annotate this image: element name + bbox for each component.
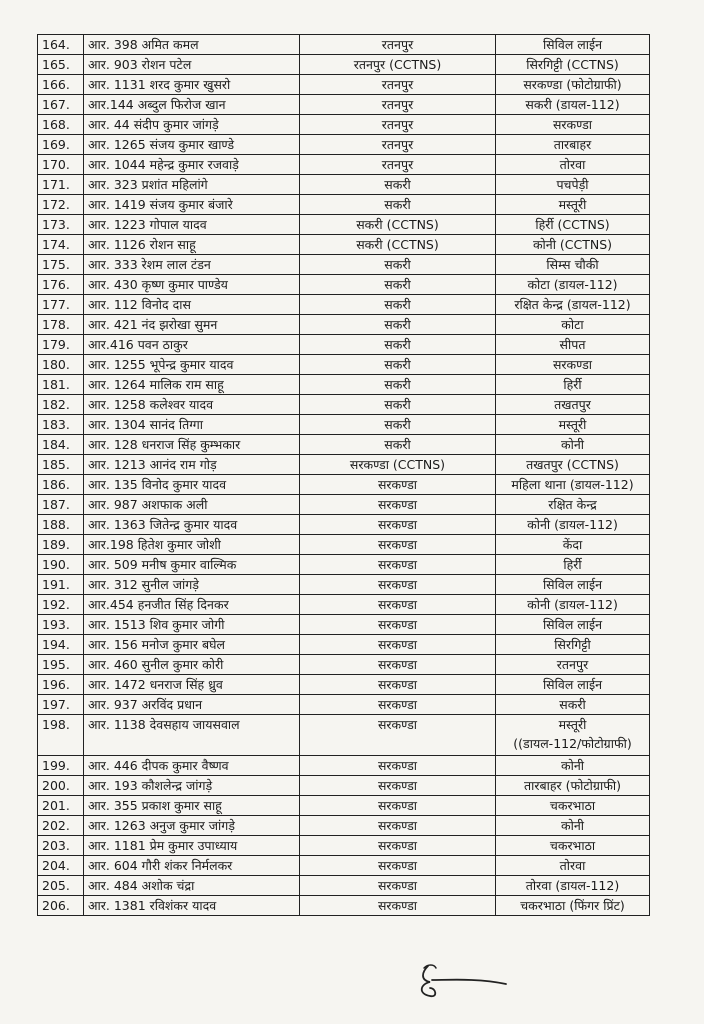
table-row bbox=[38, 155, 650, 175]
serial-number-cell: 202. bbox=[38, 816, 84, 836]
current-posting-cell: सरकण्डा bbox=[300, 836, 496, 856]
serial-number-cell: 186. bbox=[38, 475, 84, 495]
employee-name-cell: आर. 398 अमित कमल bbox=[84, 35, 300, 55]
table-row bbox=[38, 816, 650, 836]
table-row bbox=[38, 355, 650, 375]
table-row bbox=[38, 575, 650, 595]
serial-number-cell: 182. bbox=[38, 395, 84, 415]
new-posting-cell: सिरगिट्टी bbox=[496, 635, 650, 655]
new-posting-cell: तारबाहर (फोटोग्राफी) bbox=[496, 776, 650, 796]
serial-number-cell: 203. bbox=[38, 836, 84, 856]
table-row bbox=[38, 135, 650, 155]
table-row bbox=[38, 495, 650, 515]
current-posting-cell: सरकण्डा bbox=[300, 655, 496, 675]
new-posting-cell: रतनपुर bbox=[496, 655, 650, 675]
current-posting-cell: सरकण्डा bbox=[300, 695, 496, 715]
new-posting-cell: तखतपुर (CCTNS) bbox=[496, 455, 650, 475]
table-row bbox=[38, 715, 650, 756]
current-posting-cell: सरकण्डा bbox=[300, 515, 496, 535]
employee-name-cell: आर. 1213 आनंद राम गोड़ bbox=[84, 455, 300, 475]
current-posting-cell: रतनपुर bbox=[300, 75, 496, 95]
serial-number-cell: 179. bbox=[38, 335, 84, 355]
new-posting-cell: सिविल लाईन bbox=[496, 675, 650, 695]
table-row bbox=[38, 595, 650, 615]
table-row bbox=[38, 796, 650, 816]
employee-name-cell: आर. 323 प्रशांत महिलांगे bbox=[84, 175, 300, 195]
current-posting-cell: सकरी bbox=[300, 195, 496, 215]
employee-name-cell: आर. 1264 मालिक राम साहू bbox=[84, 375, 300, 395]
employee-name-cell: आर. 430 कृष्ण कुमार पाण्डेय bbox=[84, 275, 300, 295]
current-posting-cell: सरकण्डा bbox=[300, 796, 496, 816]
table-row bbox=[38, 675, 650, 695]
current-posting-cell: सकरी (CCTNS) bbox=[300, 235, 496, 255]
table-row bbox=[38, 215, 650, 235]
employee-name-cell: आर. 604 गौरी शंकर निर्मलकर bbox=[84, 856, 300, 876]
serial-number-cell: 199. bbox=[38, 756, 84, 776]
current-posting-cell: सरकण्डा bbox=[300, 896, 496, 916]
signature-mark bbox=[408, 958, 518, 1008]
new-posting-cell: सरकण्डा bbox=[496, 115, 650, 135]
employee-name-cell: आर. 1181 प्रेम कुमार उपाध्याय bbox=[84, 836, 300, 856]
new-posting-cell: कोनी bbox=[496, 435, 650, 455]
new-posting-cell: हिर्री bbox=[496, 375, 650, 395]
table-row bbox=[38, 195, 650, 215]
employee-name-cell: आर.454 हनजीत सिंह दिनकर bbox=[84, 595, 300, 615]
serial-number-cell: 169. bbox=[38, 135, 84, 155]
current-posting-cell: सकरी bbox=[300, 275, 496, 295]
new-posting-cell: कोनी bbox=[496, 816, 650, 836]
serial-number-cell: 176. bbox=[38, 275, 84, 295]
new-posting-cell: रक्षित केन्द्र bbox=[496, 495, 650, 515]
serial-number-cell: 181. bbox=[38, 375, 84, 395]
serial-number-cell: 167. bbox=[38, 95, 84, 115]
current-posting-cell: सरकण्डा bbox=[300, 776, 496, 796]
current-posting-cell: सकरी bbox=[300, 355, 496, 375]
current-posting-cell: सरकण्डा bbox=[300, 856, 496, 876]
employee-name-cell: आर. 421 नंद झरोखा सुमन bbox=[84, 315, 300, 335]
serial-number-cell: 172. bbox=[38, 195, 84, 215]
table-row bbox=[38, 555, 650, 575]
serial-number-cell: 188. bbox=[38, 515, 84, 535]
employee-name-cell: आर. 1363 जितेन्द्र कुमार यादव bbox=[84, 515, 300, 535]
employee-name-cell: आर. 1223 गोपाल यादव bbox=[84, 215, 300, 235]
current-posting-cell: रतनपुर bbox=[300, 155, 496, 175]
table-row bbox=[38, 435, 650, 455]
new-posting-cell: केंदा bbox=[496, 535, 650, 555]
serial-number-cell: 170. bbox=[38, 155, 84, 175]
employee-name-cell: आर.416 पवन ठाकुर bbox=[84, 335, 300, 355]
serial-number-cell: 165. bbox=[38, 55, 84, 75]
current-posting-cell: सरकण्डा bbox=[300, 495, 496, 515]
serial-number-cell: 175. bbox=[38, 255, 84, 275]
current-posting-cell: सरकण्डा bbox=[300, 876, 496, 896]
new-posting-cell: तोरवा (डायल-112) bbox=[496, 876, 650, 896]
employee-name-cell: आर. 987 अशफाक अली bbox=[84, 495, 300, 515]
table-row bbox=[38, 756, 650, 776]
current-posting-cell: सकरी (CCTNS) bbox=[300, 215, 496, 235]
table-row bbox=[38, 115, 650, 135]
new-posting-cell: हिर्री (CCTNS) bbox=[496, 215, 650, 235]
employee-name-cell: आर. 128 धनराज सिंह कुम्भकार bbox=[84, 435, 300, 455]
current-posting-cell: सरकण्डा bbox=[300, 575, 496, 595]
serial-number-cell: 184. bbox=[38, 435, 84, 455]
table-row bbox=[38, 455, 650, 475]
new-posting-cell: सिविल लाईन bbox=[496, 575, 650, 595]
serial-number-cell: 173. bbox=[38, 215, 84, 235]
current-posting-cell: रतनपुर bbox=[300, 135, 496, 155]
table-row bbox=[38, 655, 650, 675]
serial-number-cell: 205. bbox=[38, 876, 84, 896]
new-posting-cell: सिविल लाईन bbox=[496, 615, 650, 635]
serial-number-cell: 190. bbox=[38, 555, 84, 575]
serial-number-cell: 191. bbox=[38, 575, 84, 595]
table-row bbox=[38, 55, 650, 75]
employee-name-cell: आर. 509 मनीष कुमार वाल्मिक bbox=[84, 555, 300, 575]
employee-name-cell: आर. 1513 शिव कुमार जोगी bbox=[84, 615, 300, 635]
employee-name-cell: आर. 355 प्रकाश कुमार साहू bbox=[84, 796, 300, 816]
table-row bbox=[38, 896, 650, 916]
table-row bbox=[38, 35, 650, 55]
current-posting-cell: रतनपुर bbox=[300, 35, 496, 55]
employee-name-cell: आर. 312 सुनील जांगड़े bbox=[84, 575, 300, 595]
serial-number-cell: 171. bbox=[38, 175, 84, 195]
serial-number-cell: 187. bbox=[38, 495, 84, 515]
new-posting-cell: तोरवा bbox=[496, 155, 650, 175]
employee-name-cell: आर. 1258 कलेश्वर यादव bbox=[84, 395, 300, 415]
current-posting-cell: सरकण्डा bbox=[300, 615, 496, 635]
current-posting-cell: रतनपुर bbox=[300, 115, 496, 135]
current-posting-cell: सकरी bbox=[300, 375, 496, 395]
new-posting-cell: सिविल लाईन bbox=[496, 35, 650, 55]
table-row bbox=[38, 75, 650, 95]
serial-number-cell: 200. bbox=[38, 776, 84, 796]
current-posting-cell: सरकण्डा bbox=[300, 756, 496, 776]
table-row bbox=[38, 315, 650, 335]
new-posting-cell: मस्तूरी bbox=[496, 415, 650, 435]
employee-name-cell: आर. 156 मनोज कुमार बघेल bbox=[84, 635, 300, 655]
table-row bbox=[38, 695, 650, 715]
serial-number-cell: 177. bbox=[38, 295, 84, 315]
current-posting-cell: सकरी bbox=[300, 415, 496, 435]
new-posting-cell: सकरी (डायल-112) bbox=[496, 95, 650, 115]
current-posting-cell: सकरी bbox=[300, 315, 496, 335]
new-posting-cell: सीपत bbox=[496, 335, 650, 355]
table-row bbox=[38, 535, 650, 555]
employee-name-cell: आर. 460 सुनील कुमार कोरी bbox=[84, 655, 300, 675]
new-posting-cell: कोनी bbox=[496, 756, 650, 776]
employee-name-cell: आर. 1138 देवसहाय जायसवाल bbox=[84, 715, 300, 756]
table-row bbox=[38, 515, 650, 535]
table-row bbox=[38, 255, 650, 275]
table-row bbox=[38, 876, 650, 896]
serial-number-cell: 189. bbox=[38, 535, 84, 555]
table-row bbox=[38, 856, 650, 876]
current-posting-cell: सकरी bbox=[300, 335, 496, 355]
new-posting-cell: चकरभाठा bbox=[496, 796, 650, 816]
employee-name-cell: आर. 333 रेशम लाल टंडन bbox=[84, 255, 300, 275]
serial-number-cell: 195. bbox=[38, 655, 84, 675]
new-posting-cell: कोनी (CCTNS) bbox=[496, 235, 650, 255]
new-posting-cell: तारबाहर bbox=[496, 135, 650, 155]
new-posting-cell: कोटा (डायल-112) bbox=[496, 275, 650, 295]
employee-name-cell: आर. 44 संदीप कुमार जांगड़े bbox=[84, 115, 300, 135]
employee-name-cell: आर. 193 कौशलेन्द्र जांगड़े bbox=[84, 776, 300, 796]
employee-name-cell: आर. 1263 अनुज कुमार जांगड़े bbox=[84, 816, 300, 836]
table-row bbox=[38, 475, 650, 495]
serial-number-cell: 168. bbox=[38, 115, 84, 135]
transfer-table-body bbox=[38, 35, 650, 916]
current-posting-cell: सरकण्डा (CCTNS) bbox=[300, 455, 496, 475]
serial-number-cell: 206. bbox=[38, 896, 84, 916]
new-posting-cell: हिर्री bbox=[496, 555, 650, 575]
new-posting-cell: रक्षित केन्द्र (डायल-112) bbox=[496, 295, 650, 315]
serial-number-cell: 193. bbox=[38, 615, 84, 635]
new-posting-cell: सिम्स चौकी bbox=[496, 255, 650, 275]
current-posting-cell: सरकण्डा bbox=[300, 635, 496, 655]
current-posting-cell: सरकण्डा bbox=[300, 555, 496, 575]
table-row bbox=[38, 836, 650, 856]
employee-name-cell: आर. 1255 भूपेन्द्र कुमार यादव bbox=[84, 355, 300, 375]
new-posting-line: मस्तूरी bbox=[558, 717, 587, 732]
employee-name-cell: आर. 1381 रविशंकर यादव bbox=[84, 896, 300, 916]
current-posting-cell: सरकण्डा bbox=[300, 595, 496, 615]
table-row bbox=[38, 395, 650, 415]
serial-number-cell: 192. bbox=[38, 595, 84, 615]
new-posting-cell: सरकण्डा bbox=[496, 355, 650, 375]
employee-name-cell: आर. 1265 संजय कुमार खाण्डे bbox=[84, 135, 300, 155]
current-posting-cell: सरकण्डा bbox=[300, 675, 496, 695]
new-posting-note: ((डायल-112/फोटोग्राफी) bbox=[513, 736, 632, 751]
serial-number-cell: 174. bbox=[38, 235, 84, 255]
table-row bbox=[38, 275, 650, 295]
employee-name-cell: आर. 135 विनोद कुमार यादव bbox=[84, 475, 300, 495]
employee-name-cell: आर. 484 अशोक चंद्रा bbox=[84, 876, 300, 896]
new-posting-cell: कोनी (डायल-112) bbox=[496, 515, 650, 535]
new-posting-cell: सकरी bbox=[496, 695, 650, 715]
table-row bbox=[38, 295, 650, 315]
table-row bbox=[38, 415, 650, 435]
serial-number-cell: 197. bbox=[38, 695, 84, 715]
new-posting-cell: चकरभाठा (फिंगर प्रिंट) bbox=[496, 896, 650, 916]
new-posting-cell: सरकण्डा (फोटोग्राफी) bbox=[496, 75, 650, 95]
new-posting-cell: चकरभाठा bbox=[496, 836, 650, 856]
serial-number-cell: 183. bbox=[38, 415, 84, 435]
current-posting-cell: सकरी bbox=[300, 175, 496, 195]
current-posting-cell: सरकण्डा bbox=[300, 535, 496, 555]
serial-number-cell: 166. bbox=[38, 75, 84, 95]
current-posting-cell: सरकण्डा bbox=[300, 715, 496, 756]
employee-name-cell: आर. 1131 शरद कुमार खुसरो bbox=[84, 75, 300, 95]
serial-number-cell: 164. bbox=[38, 35, 84, 55]
new-posting-cell: मस्तूरी bbox=[496, 195, 650, 215]
table-row bbox=[38, 175, 650, 195]
serial-number-cell: 196. bbox=[38, 675, 84, 695]
serial-number-cell: 180. bbox=[38, 355, 84, 375]
current-posting-cell: सरकण्डा bbox=[300, 816, 496, 836]
employee-name-cell: आर. 937 अरविंद प्रधान bbox=[84, 695, 300, 715]
new-posting-cell: कोटा bbox=[496, 315, 650, 335]
table-row bbox=[38, 776, 650, 796]
employee-name-cell: आर. 1472 धनराज सिंह ध्रुव bbox=[84, 675, 300, 695]
employee-name-cell: आर.144 अब्दुल फिरोज खान bbox=[84, 95, 300, 115]
table-row bbox=[38, 335, 650, 355]
new-posting-cell: तखतपुर bbox=[496, 395, 650, 415]
table-row bbox=[38, 615, 650, 635]
employee-name-cell: आर. 1304 सानंद तिग्गा bbox=[84, 415, 300, 435]
serial-number-cell: 194. bbox=[38, 635, 84, 655]
current-posting-cell: सकरी bbox=[300, 435, 496, 455]
current-posting-cell: सकरी bbox=[300, 295, 496, 315]
table-row bbox=[38, 635, 650, 655]
serial-number-cell: 185. bbox=[38, 455, 84, 475]
transfer-table bbox=[37, 34, 650, 916]
serial-number-cell: 201. bbox=[38, 796, 84, 816]
current-posting-cell: सकरी bbox=[300, 395, 496, 415]
employee-name-cell: आर. 903 रोशन पटेल bbox=[84, 55, 300, 75]
new-posting-cell: तोरवा bbox=[496, 856, 650, 876]
new-posting-cell: महिला थाना (डायल-112) bbox=[496, 475, 650, 495]
new-posting-cell: कोनी (डायल-112) bbox=[496, 595, 650, 615]
current-posting-cell: रतनपुर (CCTNS) bbox=[300, 55, 496, 75]
current-posting-cell: सकरी bbox=[300, 255, 496, 275]
employee-name-cell: आर. 112 विनोद दास bbox=[84, 295, 300, 315]
employee-name-cell: आर. 446 दीपक कुमार वैष्णव bbox=[84, 756, 300, 776]
serial-number-cell: 204. bbox=[38, 856, 84, 876]
current-posting-cell: रतनपुर bbox=[300, 95, 496, 115]
table-row bbox=[38, 375, 650, 395]
table-row bbox=[38, 95, 650, 115]
new-posting-cell: पचपेड़ी bbox=[496, 175, 650, 195]
employee-name-cell: आर. 1419 संजय कुमार बंजारे bbox=[84, 195, 300, 215]
new-posting-cell: सिरगिट्टी (CCTNS) bbox=[496, 55, 650, 75]
employee-name-cell: आर. 1044 महेन्द्र कुमार रजवाड़े bbox=[84, 155, 300, 175]
employee-name-cell: आर.198 हितेश कुमार जोशी bbox=[84, 535, 300, 555]
new-posting-cell bbox=[496, 715, 650, 756]
current-posting-cell: सरकण्डा bbox=[300, 475, 496, 495]
serial-number-cell: 198. bbox=[38, 715, 84, 756]
table-row bbox=[38, 235, 650, 255]
serial-number-cell: 178. bbox=[38, 315, 84, 335]
employee-name-cell: आर. 1126 रोशन साहू bbox=[84, 235, 300, 255]
